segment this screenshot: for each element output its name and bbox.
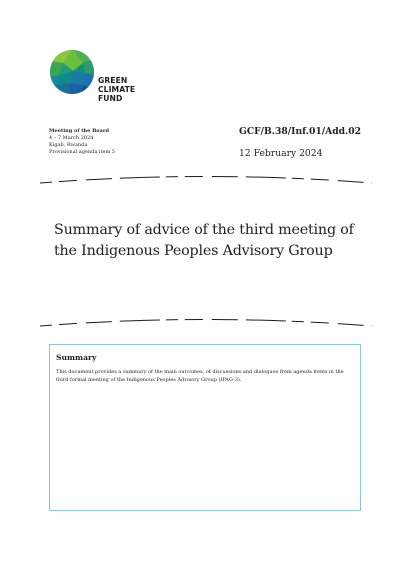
decorative-divider-top — [38, 172, 374, 184]
decorative-divider-bottom — [38, 315, 374, 327]
logo-line-green: GREEN — [98, 76, 128, 85]
document-title: Summary of advice of the third meeting of the Indigenous Peoples Advisory Group — [54, 222, 354, 259]
document-id: GCF/B.38/Inf.01/Add.02 — [239, 126, 362, 137]
document-date: 12 February 2024 — [239, 148, 323, 159]
gcf-logo — [49, 49, 149, 109]
logo-wordmark — [98, 76, 135, 103]
meeting-agenda-item: Provisional agenda item 5 — [49, 149, 115, 155]
logo-line-climate: CLIMATE — [98, 85, 136, 94]
globe-logo-icon — [49, 49, 95, 95]
summary-heading: Summary — [56, 353, 97, 362]
meeting-info — [49, 128, 199, 156]
logo-line-fund: FUND — [98, 94, 123, 103]
summary-text: This document provides a summary of the main outcomes, of discussions and dialogues from agenda items in the third formal meeting of the Indigenous Peoples Advisory Group (IPAG-3). — [56, 369, 344, 383]
summary-box — [49, 344, 361, 511]
meeting-location: Kigali, Rwanda — [49, 142, 88, 148]
meeting-title: Meeting of the Board — [49, 128, 110, 134]
meeting-dates: 4 – 7 March 2024 — [49, 135, 94, 141]
